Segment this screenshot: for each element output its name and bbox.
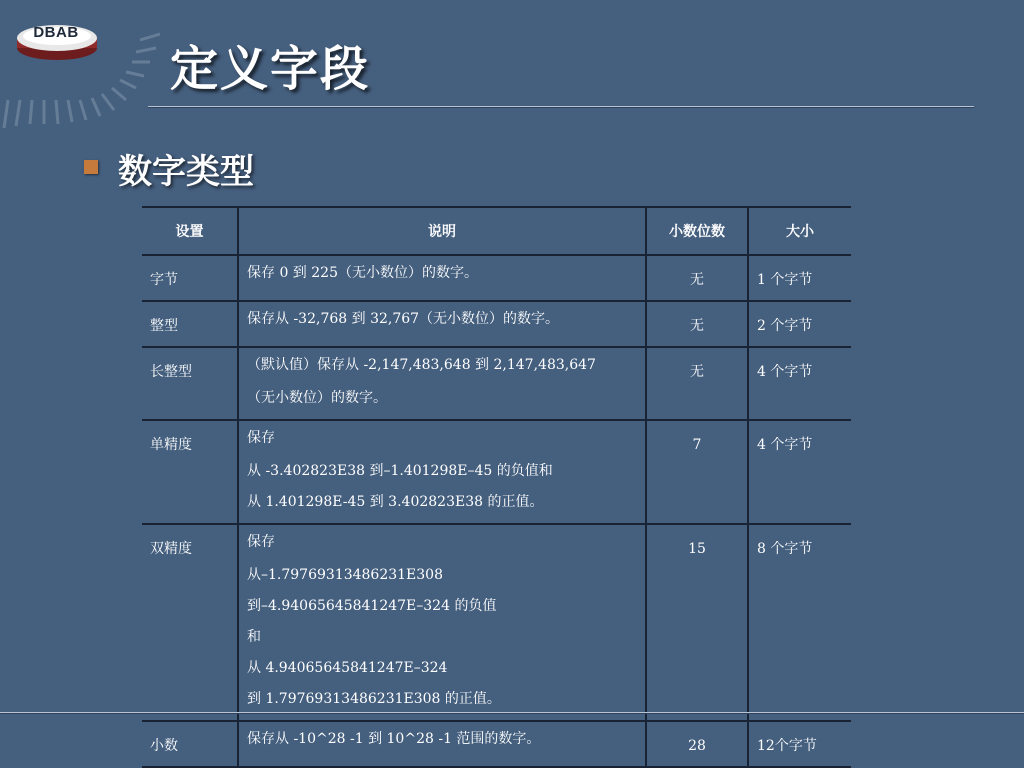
- table-header-row: [142, 207, 851, 255]
- cell-description: [238, 347, 646, 420]
- footer-divider: [0, 712, 1024, 714]
- description-line: 到 1.79769313486231E308 的正值。: [247, 691, 501, 707]
- cell-description: [238, 420, 646, 524]
- description-line: 从–1.79769313486231E308: [247, 567, 443, 583]
- description-line: 保存: [247, 534, 275, 550]
- description-line: 保存从 -32,768 到 32,767（无小数位）的数字。: [247, 311, 560, 327]
- logo: [0, 0, 160, 140]
- cell-description: [238, 301, 646, 347]
- bullet-square-icon: [84, 160, 98, 174]
- cell-setting: 长整型: [142, 347, 238, 420]
- cell-size: 4 个字节: [748, 347, 851, 420]
- cell-description: [238, 255, 646, 301]
- cell-decimals: 7: [646, 420, 748, 524]
- cell-description: [238, 524, 646, 721]
- description-line: 从 4.94065645841247E–324: [247, 660, 448, 676]
- description-line: 保存: [247, 430, 275, 446]
- cell-decimals: 28: [646, 721, 748, 767]
- description-line: （无小数位）的数字。: [247, 390, 387, 406]
- cell-setting: 单精度: [142, 420, 238, 524]
- cell-size: 4 个字节: [748, 420, 851, 524]
- description-line: 从 -3.402823E38 到–1.401298E–45 的负值和: [247, 463, 553, 479]
- cell-size: 12个字节: [748, 721, 851, 767]
- cell-decimals: 无: [646, 347, 748, 420]
- header-size: 大小: [748, 207, 851, 255]
- cell-decimals: 无: [646, 301, 748, 347]
- table-row: [142, 301, 851, 347]
- description-line: （默认值）保存从 -2,147,483,648 到 2,147,483,647: [247, 357, 596, 373]
- table-row: [142, 347, 851, 420]
- table-row: [142, 721, 851, 767]
- cell-description: [238, 721, 646, 767]
- cell-size: 1 个字节: [748, 255, 851, 301]
- cell-setting: 字节: [142, 255, 238, 301]
- cell-setting: 整型: [142, 301, 238, 347]
- logo-graphic: [0, 0, 160, 140]
- table-row: [142, 524, 851, 721]
- cell-setting: 双精度: [142, 524, 238, 721]
- description-line: 和: [247, 629, 261, 645]
- description-line: 保存 0 到 225（无小数位）的数字。: [247, 265, 478, 281]
- description-line: 到–4.94065645841247E–324 的负值: [247, 598, 497, 614]
- cell-size: 8 个字节: [748, 524, 851, 721]
- table-row: [142, 420, 851, 524]
- header-description: 说明: [238, 207, 646, 255]
- header-setting: 设置: [142, 207, 238, 255]
- table-row: [142, 255, 851, 301]
- cell-size: 2 个字节: [748, 301, 851, 347]
- section-heading: 数字类型: [118, 152, 254, 192]
- logo-text: DBAB: [33, 24, 79, 41]
- slide-title: 定义字段: [170, 41, 371, 97]
- cell-setting: 小数: [142, 721, 238, 767]
- cell-decimals: 15: [646, 524, 748, 721]
- description-line: 保存从 -10^28 -1 到 10^28 -1 范围的数字。: [247, 731, 541, 747]
- header-decimals: 小数位数: [646, 207, 748, 255]
- description-line: 从 1.401298E-45 到 3.402823E38 的正值。: [247, 494, 544, 510]
- title-divider: [148, 106, 974, 108]
- cell-decimals: 无: [646, 255, 748, 301]
- data-types-table: [142, 206, 851, 768]
